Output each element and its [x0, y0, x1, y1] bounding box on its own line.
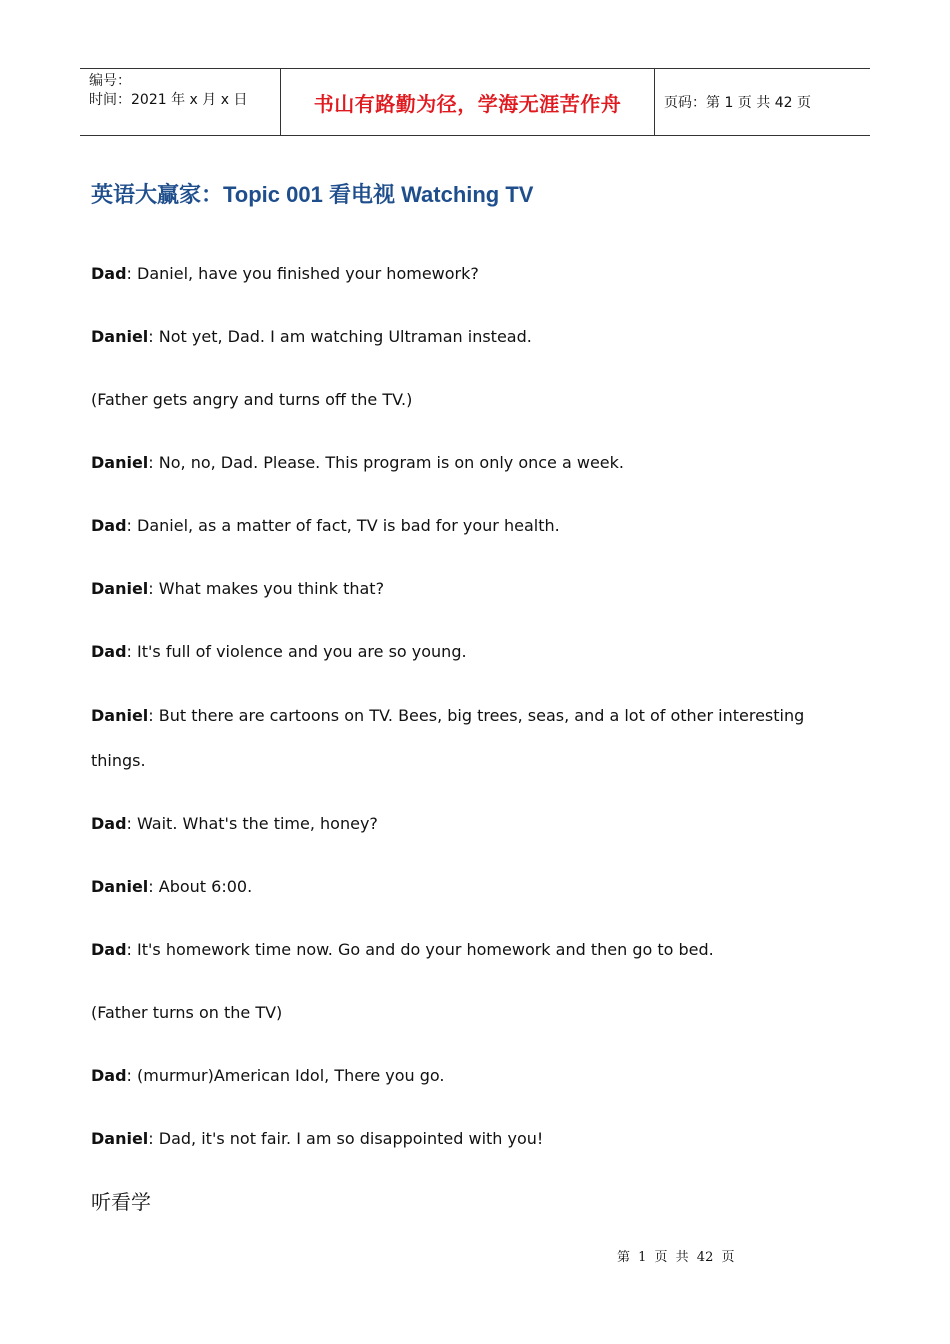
page-footer: 第 1 页 共 42 页 [617, 1250, 735, 1265]
speaker: Dad [91, 264, 127, 283]
line-text: : What makes you think that? [148, 579, 385, 598]
line-text: : (murmur)American Idol, There you go. [126, 1066, 445, 1085]
header-motto-cell [281, 69, 655, 135]
header-page-cell [655, 69, 870, 135]
speaker: Dad [91, 516, 127, 535]
speaker: Daniel [91, 579, 149, 598]
speaker: Dad [91, 814, 127, 833]
speaker: Dad [91, 940, 127, 959]
line-text: : It's full of violence and you are so young. [126, 642, 467, 661]
header-info-cell [80, 69, 281, 135]
dialogue-line [91, 1127, 861, 1151]
speaker: Daniel [91, 877, 149, 896]
section-label: 听看学 [91, 1190, 151, 1214]
dialogue-line [91, 812, 861, 836]
line-text: : It's homework time now. Go and do your homework and then go to bed. [126, 940, 714, 959]
line-text: (Father gets angry and turns off the TV.) [91, 390, 413, 409]
stage-direction [91, 1001, 861, 1025]
speaker: Daniel [91, 327, 149, 346]
dialogue-line [91, 1064, 861, 1088]
line-text: : No, no, Dad. Please. This program is on only once a week. [148, 453, 624, 472]
dialogue-line [91, 325, 861, 349]
header-table [80, 68, 870, 136]
dialogue-line [91, 640, 861, 664]
line-text: (Father turns on the TV) [91, 1003, 283, 1022]
dialogue-line [91, 514, 861, 538]
motto: 书山有路勤为径，学海无涯苦作舟 [313, 91, 622, 116]
dialogue [91, 262, 861, 1190]
line-text: : Wait. What's the time, honey? [126, 814, 378, 833]
stage-direction [91, 388, 861, 412]
dialogue-line [91, 577, 861, 601]
speaker: Daniel [91, 453, 149, 472]
document-title: 英语大赢家：Topic 001 看电视 Watching TV [91, 182, 534, 207]
line-text: : But there are cartoons on TV. Bees, big trees, seas, and a lot of other interesting things. [91, 706, 805, 770]
speaker: Daniel [91, 706, 149, 725]
line-text: : About 6:00. [148, 877, 253, 896]
dialogue-line [91, 451, 861, 475]
dialogue-line [91, 262, 861, 286]
line-text: : Daniel, have you finished your homework? [126, 264, 479, 283]
page-label: 页码：第 1 页 共 42 页 [664, 95, 811, 111]
date-label: 时间：2021 年 x 月 x 日 [89, 92, 248, 108]
speaker: Daniel [91, 1129, 149, 1148]
dialogue-line [91, 938, 861, 962]
dialogue-line [91, 875, 861, 899]
serial-label: 编号： [89, 73, 131, 89]
speaker: Dad [91, 1066, 127, 1085]
line-text: : Not yet, Dad. I am watching Ultraman instead. [148, 327, 532, 346]
speaker: Dad [91, 642, 127, 661]
line-text: : Dad, it's not fair. I am so disappointed with you! [148, 1129, 544, 1148]
dialogue-line [91, 693, 861, 783]
line-text: : Daniel, as a matter of fact, TV is bad for your health. [126, 516, 560, 535]
